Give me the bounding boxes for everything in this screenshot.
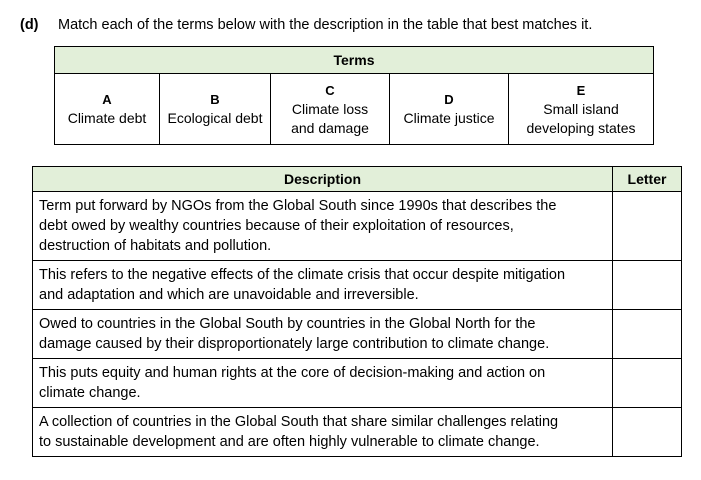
term-name: Climate justice <box>403 110 495 126</box>
description-line: and adaptation and which are unavoidable and irreversible. <box>39 287 419 303</box>
term-name-line2: developing states <box>526 119 636 136</box>
question-text: Match each of the terms below with the description in the table that best matches it. <box>58 17 593 33</box>
description-cell <box>33 261 613 310</box>
table-row <box>33 261 682 310</box>
term-b <box>160 74 271 145</box>
term-letter: B <box>210 92 220 107</box>
letter-answer-cell[interactable] <box>613 192 682 261</box>
description-line: to sustainable development and are often highly vulnerable to climate change. <box>39 434 540 450</box>
description-line: debt owed by wealthy countries because of their exploitation of resources, <box>39 218 514 234</box>
description-cell <box>33 192 613 261</box>
question-label: (d) <box>20 17 39 33</box>
term-name: Ecological debt <box>167 110 263 126</box>
description-line: This refers to the negative effects of the climate crisis that occur despite mitigation <box>39 267 566 283</box>
term-e <box>509 74 654 145</box>
table-row <box>33 408 682 457</box>
term-name-line1: Climate loss <box>291 100 369 117</box>
letter-answer-cell[interactable] <box>613 261 682 310</box>
term-name-line1: Small island <box>543 100 619 117</box>
description-line: A collection of countries in the Global South that share similar challenges relating <box>39 414 559 430</box>
letter-answer-cell[interactable] <box>613 310 682 359</box>
term-d <box>390 74 509 145</box>
question-line <box>20 15 592 35</box>
table-row <box>33 192 682 261</box>
description-cell <box>33 359 613 408</box>
table-row <box>33 310 682 359</box>
table-row <box>33 359 682 408</box>
description-line: climate change. <box>39 385 141 401</box>
term-c <box>271 74 390 145</box>
terms-table <box>54 46 654 145</box>
description-line: destruction of habitats and pollution. <box>39 238 272 254</box>
letter-header: Letter <box>613 167 682 192</box>
description-line: damage caused by their disproportionately large contribution to climate change. <box>39 336 550 352</box>
description-line: This puts equity and human rights at the core of decision-making and action on <box>39 365 546 381</box>
description-line: Term put forward by NGOs from the Global South since 1990s that describes the <box>39 198 557 214</box>
term-name-line2: and damage <box>291 119 369 136</box>
description-cell <box>33 408 613 457</box>
term-letter: A <box>102 92 112 107</box>
letter-answer-cell[interactable] <box>613 359 682 408</box>
terms-header: Terms <box>55 47 654 74</box>
term-name: Climate debt <box>67 110 147 126</box>
description-table <box>32 166 682 457</box>
letter-answer-cell[interactable] <box>613 408 682 457</box>
description-cell <box>33 310 613 359</box>
term-a <box>55 74 160 145</box>
term-letter: E <box>576 82 586 98</box>
term-letter: D <box>444 92 454 107</box>
description-header: Description <box>33 167 613 192</box>
description-line: Owed to countries in the Global South by countries in the Global North for the <box>39 316 536 332</box>
term-letter: C <box>325 82 335 98</box>
